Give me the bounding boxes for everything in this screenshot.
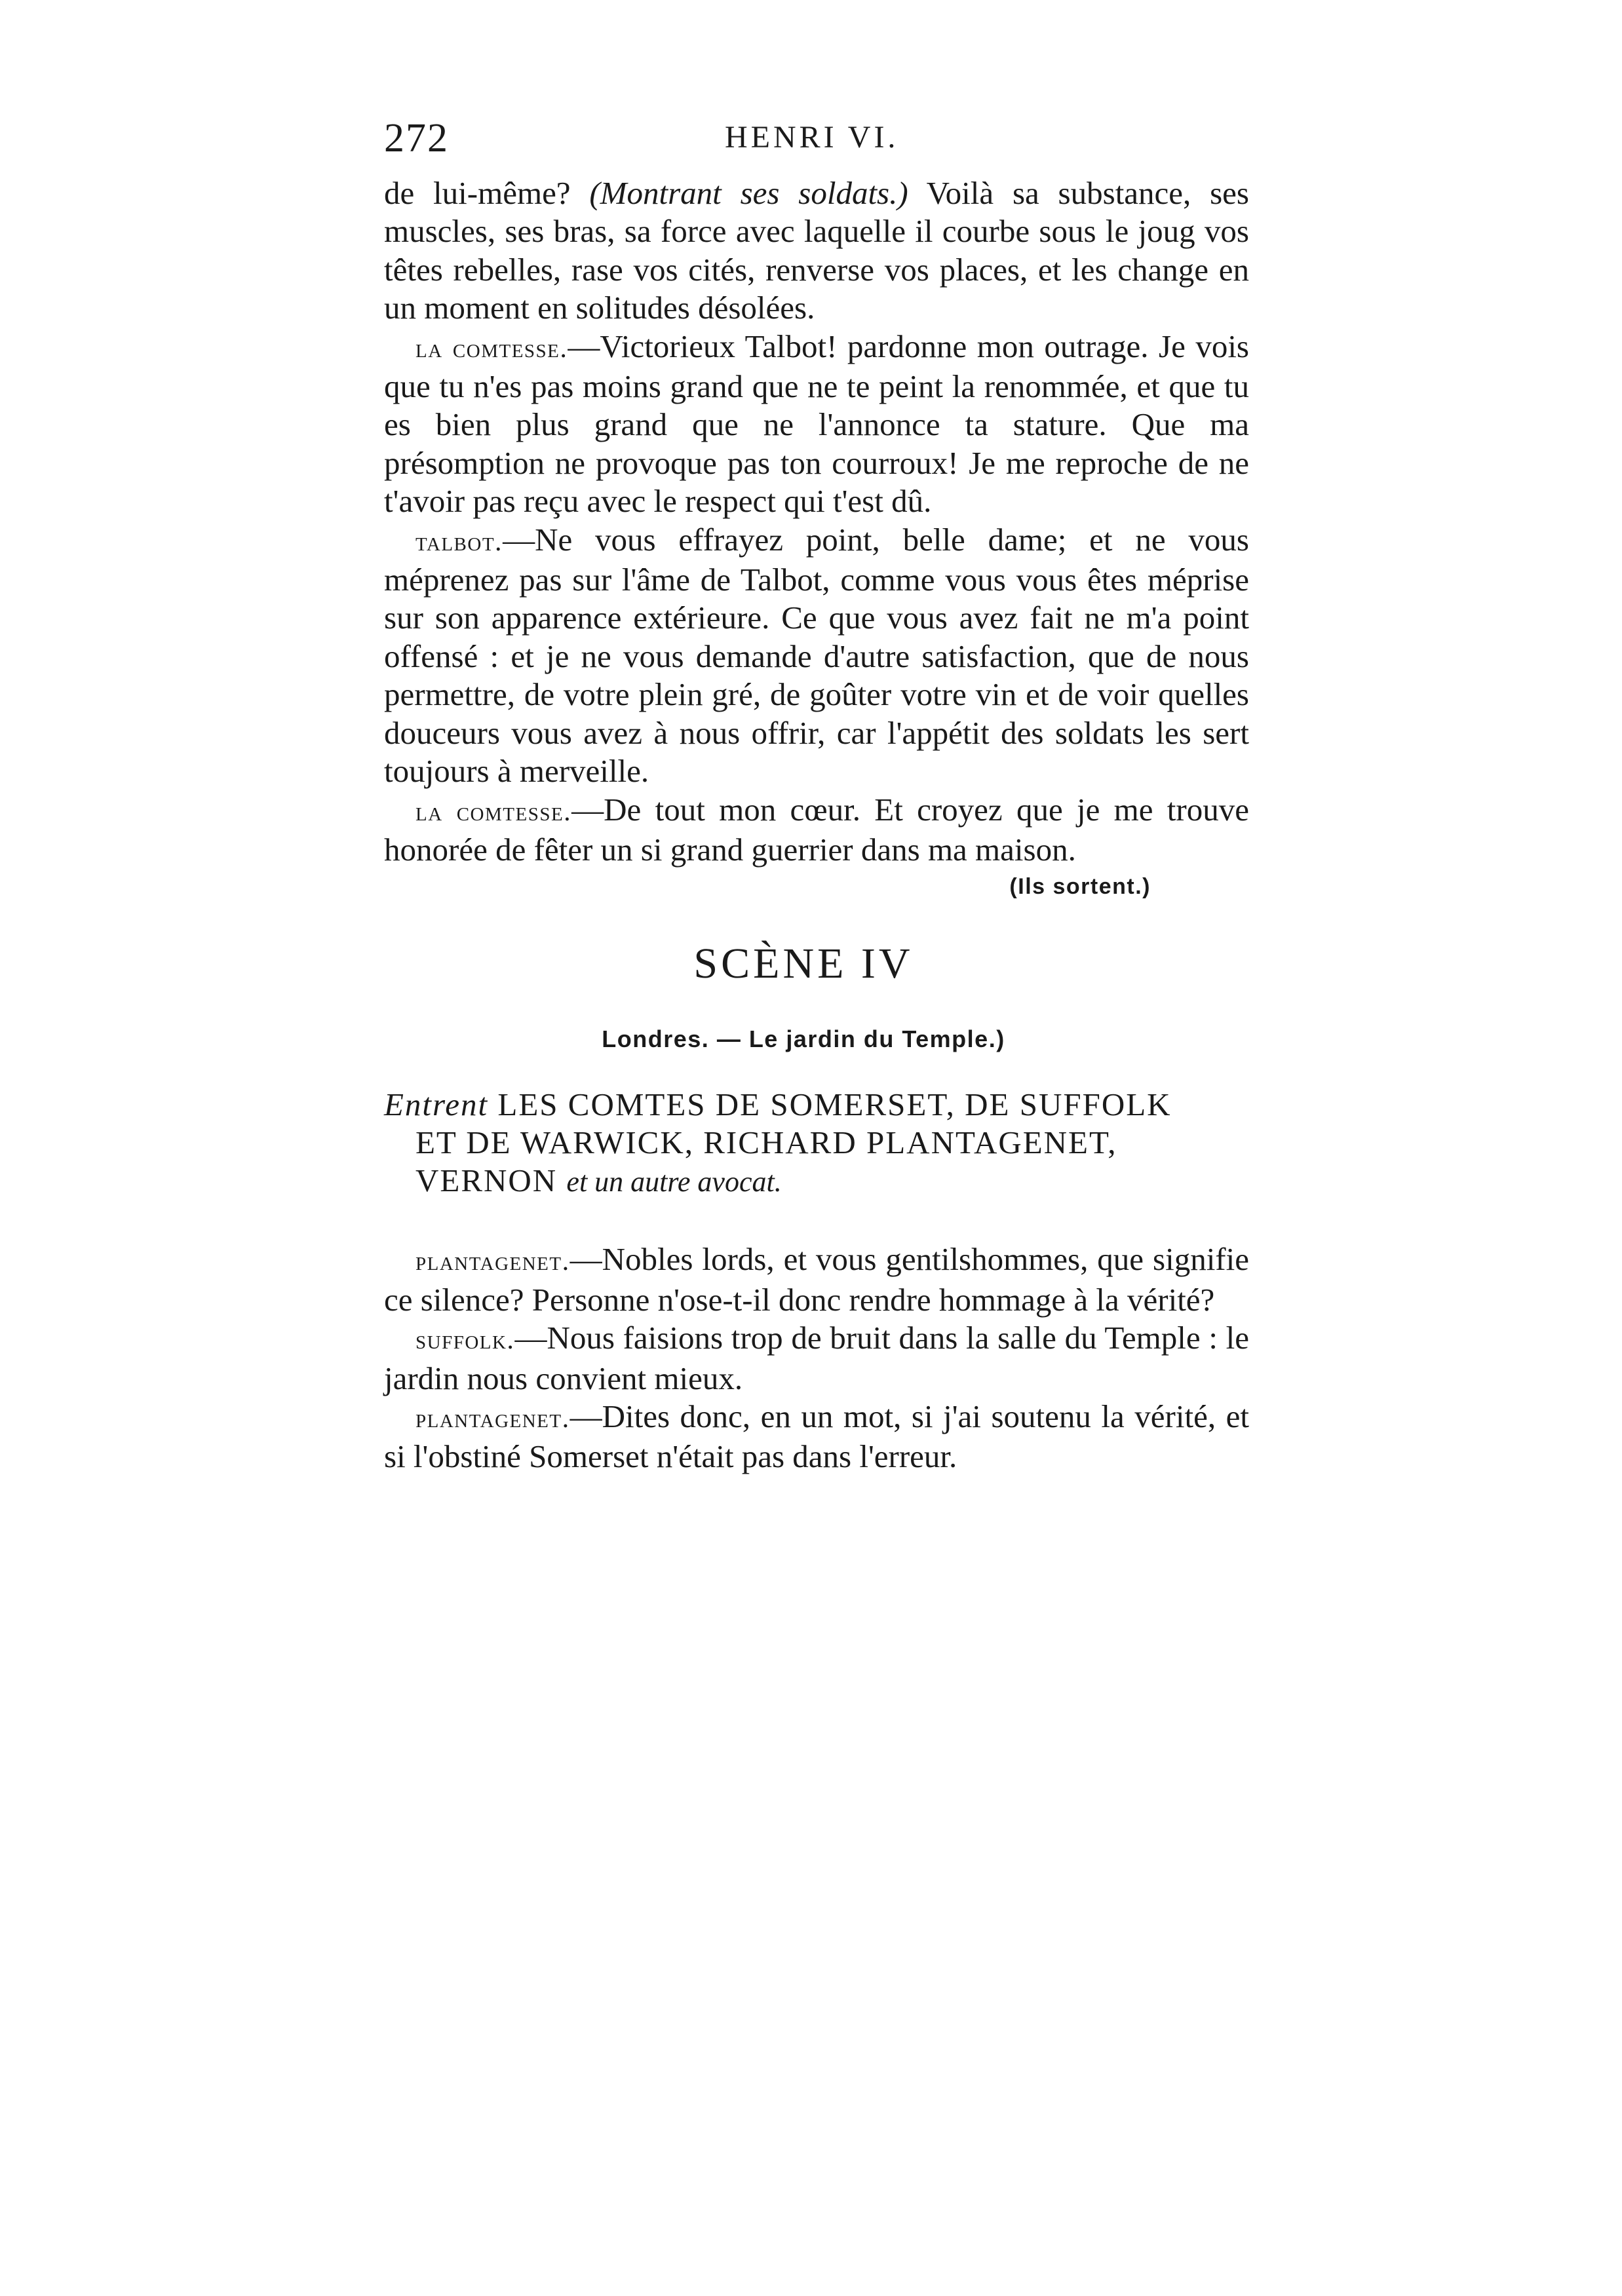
speech-text: —Victorieux Talbot! pardonne mon outrage. Je vois que tu n'es pas moins grand que ne te peint la renommée, et que tu es bien plus grand que ne l'annonce ta stature. Que ma présomption ne provoque pas ton courroux! Je me reproche de ne t'avoir pas reçu avec le respect qui t'est dû. [384, 328, 1250, 520]
entrance-direction [384, 1086, 1249, 1201]
speech-text: —Nobles lords, et vous gentilshommes, que signifie ce silence? Personne n'ose-t-il donc rendre hommage à la vérité? [384, 1241, 1249, 1318]
entrance-line [384, 1086, 1249, 1124]
entrance-line: ET DE WARWICK, RICHARD PLANTAGENET, [415, 1124, 1117, 1161]
speech-text: —Dites donc, en un mot, si j'ai soutenu la vérité, et si l'obstiné Somerset n'était pas dans l'erreur. [384, 1398, 1249, 1475]
exit-direction: (Ils sortent.) [1009, 874, 1151, 900]
speaker-name: talbot. [415, 526, 503, 557]
entrance-names: LES COMTES DE SOMERSET, DE SUFFOLK [488, 1086, 1172, 1123]
speech [384, 791, 1249, 870]
speech [384, 521, 1249, 791]
running-head [384, 115, 1249, 174]
speaker-name: la comtesse. [415, 796, 572, 827]
entrance-note: et un autre avocat. [566, 1166, 782, 1198]
running-title: HENRI VI. [725, 120, 899, 155]
scene-heading: SCÈNE IV [693, 940, 914, 988]
speech-continuation [384, 174, 1249, 328]
speech-text: de lui-même? [384, 175, 590, 211]
speaker-name: suffolk. [415, 1325, 515, 1356]
speech [384, 1398, 1249, 1476]
speech-text: —Ne vous effrayez point, belle dame; et ne vous méprenez pas sur l'âme de Talbot, comme vous vous êtes méprise sur son apparence extérieure. Ce que vous avez fait ne m'a point offensé : et je ne vous demande d'autre satisfaction, que de nous permettre, de votre plein gré, de goûter votre vin et de voir quelles douceurs vous avez à nous offrir, car l'appétit des soldats les sert toujours à merveille. [384, 521, 1249, 790]
spacer [384, 1201, 1249, 1240]
speech [384, 1319, 1249, 1398]
speaker-name: plantagenet. [415, 1403, 570, 1434]
dialogue-text [384, 1240, 1249, 1476]
speech-text: Voilà sa substance, ses muscles, ses bras, sa force avec laquelle il courbe sous le joug vos têtes rebelles, rase vos cités, renverse vos places, et les change en un moment en solitudes désolées. [384, 175, 1249, 326]
speaker-name: plantagenet. [415, 1246, 570, 1277]
book-page [384, 115, 1249, 1476]
entrance-names: VERNON [415, 1162, 567, 1199]
entrance-verb: Entrent [384, 1086, 489, 1123]
entrance-line [384, 1162, 1249, 1201]
speech [384, 328, 1249, 521]
speech-text: —De tout mon cœur. Et croyez que je me trouve honorée de fêter un si grand guerrier dans ma maison. [384, 791, 1249, 868]
speaker-name: la comtesse. [415, 333, 568, 364]
speech-text: —Nous faisions trop de bruit dans la salle du Temple : le jardin nous convient mieux. [384, 1320, 1249, 1396]
scene-setting: Londres. — Le jardin du Temple.) [602, 1025, 1005, 1053]
page-number: 272 [384, 116, 449, 161]
dialogue-text [384, 174, 1249, 869]
stage-direction: (Montrant ses soldats.) [589, 175, 908, 211]
speech [384, 1240, 1249, 1319]
